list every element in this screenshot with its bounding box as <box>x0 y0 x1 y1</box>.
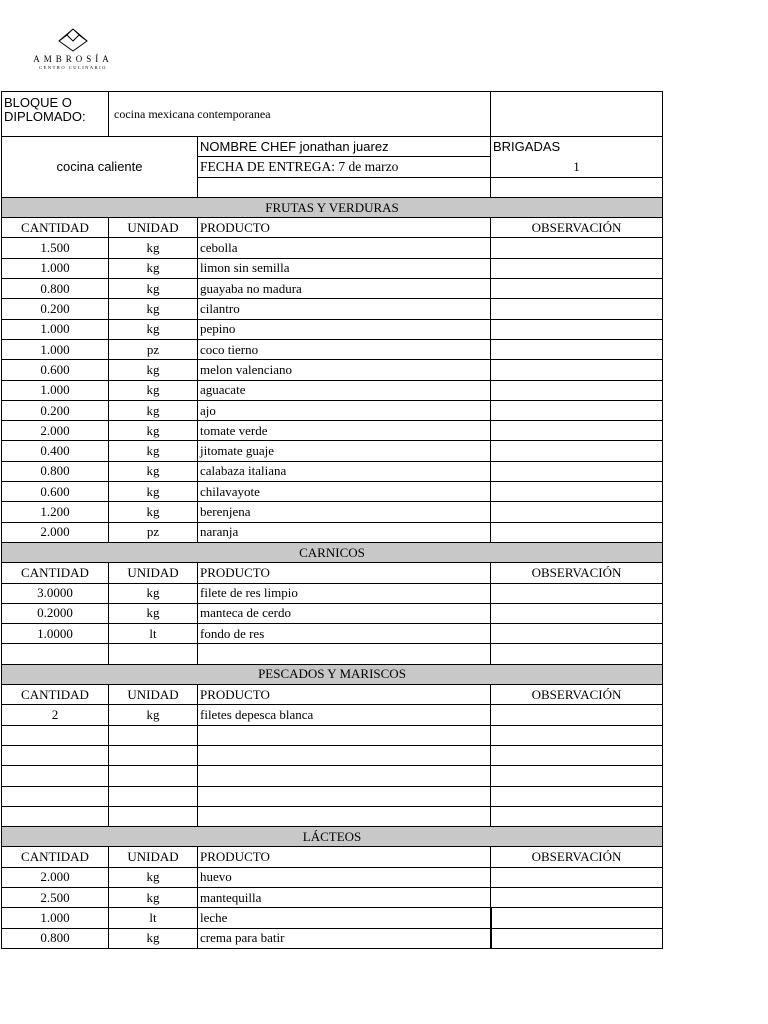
table-row <box>2 644 663 664</box>
cell-observacion <box>491 421 663 441</box>
cell-cantidad: 2.000 <box>2 522 109 542</box>
cell-unidad: kg <box>109 887 198 907</box>
section-title: CARNICOS <box>2 542 663 562</box>
cell-observacion <box>491 380 663 400</box>
column-header-row <box>2 685 663 705</box>
table-row <box>2 360 663 380</box>
table-row <box>2 421 663 441</box>
table-row <box>2 461 663 481</box>
cell-producto <box>198 806 491 826</box>
cell-observacion <box>491 887 663 907</box>
cell-observacion <box>491 360 663 380</box>
bloque-value <box>109 92 491 137</box>
cell-observacion <box>491 400 663 420</box>
cell-observacion <box>491 644 663 664</box>
cell-observacion <box>491 766 663 786</box>
cell-producto: fondo de res <box>198 624 491 644</box>
cell-producto: coco tierno <box>198 339 491 359</box>
table-row <box>2 522 663 542</box>
cell-observacion <box>491 279 663 299</box>
col-header-producto: PRODUCTO <box>198 685 491 705</box>
cell-observacion <box>491 238 663 258</box>
table-row <box>2 867 663 887</box>
section-title: PESCADOS Y MARISCOS <box>2 664 663 684</box>
cell-observacion <box>491 725 663 745</box>
cell-cantidad: 0.400 <box>2 441 109 461</box>
col-header-cantidad: CANTIDAD <box>2 847 109 867</box>
cell-unidad: kg <box>109 258 198 278</box>
cell-producto: tomate verde <box>198 421 491 441</box>
cell-producto: pepino <box>198 319 491 339</box>
table-row <box>2 258 663 278</box>
col-header-unidad: UNIDAD <box>109 847 198 867</box>
cell-unidad: kg <box>109 867 198 887</box>
header-blank-cell <box>491 177 663 197</box>
cell-observacion <box>491 522 663 542</box>
cell-cantidad <box>2 644 109 664</box>
logo-mark-icon <box>57 28 89 52</box>
section-header <box>2 827 663 847</box>
brigadas-label: BRIGADAS <box>491 137 663 157</box>
cell-cantidad: 0.600 <box>2 360 109 380</box>
cell-observacion <box>491 705 663 725</box>
cell-producto: filete de res limpio <box>198 583 491 603</box>
cell-producto: limon sin semilla <box>198 258 491 278</box>
cell-observacion <box>491 745 663 765</box>
cell-unidad <box>109 786 198 806</box>
cell-producto: manteca de cerdo <box>198 603 491 623</box>
bloque-value-text: cocina mexicana contemporanea <box>114 107 271 121</box>
cell-observacion <box>491 806 663 826</box>
cell-producto: huevo <box>198 867 491 887</box>
cell-unidad <box>109 644 198 664</box>
cell-cantidad: 1.000 <box>2 319 109 339</box>
cell-unidad: kg <box>109 441 198 461</box>
header-empty-cell <box>491 92 663 137</box>
cell-observacion <box>491 786 663 806</box>
cell-producto: cebolla <box>198 238 491 258</box>
cell-unidad: kg <box>109 502 198 522</box>
cell-producto: guayaba no madura <box>198 279 491 299</box>
cell-cantidad: 1.000 <box>2 258 109 278</box>
table-row <box>2 887 663 907</box>
cell-unidad: kg <box>109 928 198 948</box>
table-row <box>2 745 663 765</box>
cell-unidad <box>109 725 198 745</box>
col-header-observacion: OBSERVACIÓN <box>491 563 663 583</box>
cell-unidad: kg <box>109 238 198 258</box>
table-row <box>2 400 663 420</box>
area-name: cocina caliente <box>2 137 198 198</box>
cell-unidad: kg <box>109 400 198 420</box>
table-row <box>2 725 663 745</box>
table-row <box>2 603 663 623</box>
cell-observacion <box>491 583 663 603</box>
cell-observacion <box>491 299 663 319</box>
cell-producto: ajo <box>198 400 491 420</box>
table-row <box>2 380 663 400</box>
cell-cantidad: 3.0000 <box>2 583 109 603</box>
cell-producto <box>198 644 491 664</box>
cell-cantidad: 0.2000 <box>2 603 109 623</box>
header-blank-cell <box>198 177 491 197</box>
table-row <box>2 928 663 948</box>
cell-producto: chilavayote <box>198 482 491 502</box>
table-row <box>2 766 663 786</box>
chef-name: NOMBRE CHEF jonathan juarez <box>198 137 491 157</box>
cell-producto: calabaza italiana <box>198 461 491 481</box>
section-header <box>2 542 663 562</box>
cell-cantidad: 1.0000 <box>2 624 109 644</box>
cell-producto: naranja <box>198 522 491 542</box>
cell-producto: melon valenciano <box>198 360 491 380</box>
table-row <box>2 786 663 806</box>
cell-observacion <box>491 258 663 278</box>
cell-observacion <box>491 461 663 481</box>
cell-unidad <box>109 766 198 786</box>
cell-cantidad: 0.600 <box>2 482 109 502</box>
cell-producto: leche <box>198 908 491 928</box>
cell-producto <box>198 766 491 786</box>
cell-producto <box>198 745 491 765</box>
cell-unidad: kg <box>109 603 198 623</box>
cell-cantidad: 1.500 <box>2 238 109 258</box>
cell-cantidad: 1.000 <box>2 908 109 928</box>
table-row <box>2 299 663 319</box>
col-header-observacion: OBSERVACIÓN <box>491 685 663 705</box>
table-row <box>2 908 663 928</box>
cell-unidad: kg <box>109 461 198 481</box>
col-header-cantidad: CANTIDAD <box>2 685 109 705</box>
table-row <box>2 238 663 258</box>
cell-observacion <box>491 502 663 522</box>
header-row-2 <box>2 137 663 157</box>
cell-cantidad: 1.000 <box>2 380 109 400</box>
table-row <box>2 339 663 359</box>
cell-observacion <box>491 908 663 928</box>
cell-producto: filetes depesca blanca <box>198 705 491 725</box>
cell-producto: crema para batir <box>198 928 491 948</box>
col-header-unidad: UNIDAD <box>109 218 198 238</box>
cell-cantidad <box>2 786 109 806</box>
table-row <box>2 624 663 644</box>
cell-unidad: kg <box>109 299 198 319</box>
section-header <box>2 664 663 684</box>
cell-unidad: kg <box>109 482 198 502</box>
cell-cantidad: 0.200 <box>2 400 109 420</box>
col-header-observacion: OBSERVACIÓN <box>491 218 663 238</box>
cell-unidad: kg <box>109 279 198 299</box>
cell-producto: berenjena <box>198 502 491 522</box>
section-header <box>2 197 663 217</box>
cell-producto: jitomate guaje <box>198 441 491 461</box>
cell-unidad: kg <box>109 421 198 441</box>
cell-cantidad: 0.200 <box>2 299 109 319</box>
table-row <box>2 279 663 299</box>
cell-cantidad: 2.000 <box>2 421 109 441</box>
cell-observacion <box>491 319 663 339</box>
cell-producto: mantequilla <box>198 887 491 907</box>
cell-cantidad: 1.000 <box>2 339 109 359</box>
cell-cantidad: 2.500 <box>2 887 109 907</box>
cell-unidad: lt <box>109 908 198 928</box>
table-row <box>2 705 663 725</box>
cell-producto <box>198 725 491 745</box>
cell-cantidad: 2 <box>2 705 109 725</box>
cell-cantidad <box>2 725 109 745</box>
cell-unidad <box>109 745 198 765</box>
cell-unidad: kg <box>109 705 198 725</box>
col-header-unidad: UNIDAD <box>109 563 198 583</box>
header-row-1 <box>2 92 663 137</box>
cell-observacion <box>491 867 663 887</box>
col-header-cantidad: CANTIDAD <box>2 218 109 238</box>
ambrosia-logo <box>18 28 128 70</box>
cell-cantidad <box>2 766 109 786</box>
cell-unidad: pz <box>109 339 198 359</box>
column-header-row <box>2 563 663 583</box>
cell-producto: aguacate <box>198 380 491 400</box>
section-title: FRUTAS Y VERDURAS <box>2 197 663 217</box>
cell-unidad: lt <box>109 624 198 644</box>
col-header-cantidad: CANTIDAD <box>2 563 109 583</box>
logo-brand: AMBROSÍA <box>33 54 113 64</box>
column-header-row <box>2 847 663 867</box>
table-row <box>2 482 663 502</box>
col-header-observacion: OBSERVACIÓN <box>491 847 663 867</box>
cell-observacion <box>491 928 663 948</box>
cell-observacion <box>491 441 663 461</box>
table-row <box>2 502 663 522</box>
cell-cantidad: 0.800 <box>2 461 109 481</box>
table-row <box>2 806 663 826</box>
cell-unidad: pz <box>109 522 198 542</box>
column-header-row <box>2 218 663 238</box>
cell-observacion <box>491 482 663 502</box>
cell-unidad: kg <box>109 319 198 339</box>
section-title: LÁCTEOS <box>2 827 663 847</box>
cell-cantidad: 2.000 <box>2 867 109 887</box>
bloque-label: BLOQUE O DIPLOMADO: <box>2 92 109 137</box>
cell-observacion <box>491 339 663 359</box>
cell-cantidad <box>2 806 109 826</box>
cell-observacion <box>491 624 663 644</box>
cell-producto: cilantro <box>198 299 491 319</box>
table-row <box>2 441 663 461</box>
cell-cantidad <box>2 745 109 765</box>
cell-observacion <box>491 603 663 623</box>
cell-unidad <box>109 806 198 826</box>
col-header-producto: PRODUCTO <box>198 218 491 238</box>
brigadas-value: 1 <box>491 157 663 177</box>
requisition-sheet <box>1 91 663 949</box>
cell-cantidad: 0.800 <box>2 928 109 948</box>
cell-cantidad: 0.800 <box>2 279 109 299</box>
table-row <box>2 583 663 603</box>
cell-unidad: kg <box>109 583 198 603</box>
col-header-unidad: UNIDAD <box>109 685 198 705</box>
col-header-producto: PRODUCTO <box>198 563 491 583</box>
table-row <box>2 319 663 339</box>
cell-cantidad: 1.200 <box>2 502 109 522</box>
cell-unidad: kg <box>109 380 198 400</box>
col-header-producto: PRODUCTO <box>198 847 491 867</box>
logo-subtitle: CENTRO CULINARIO <box>39 65 107 70</box>
cell-producto <box>198 786 491 806</box>
cell-unidad: kg <box>109 360 198 380</box>
delivery-date: FECHA DE ENTREGA: 7 de marzo <box>198 157 491 177</box>
